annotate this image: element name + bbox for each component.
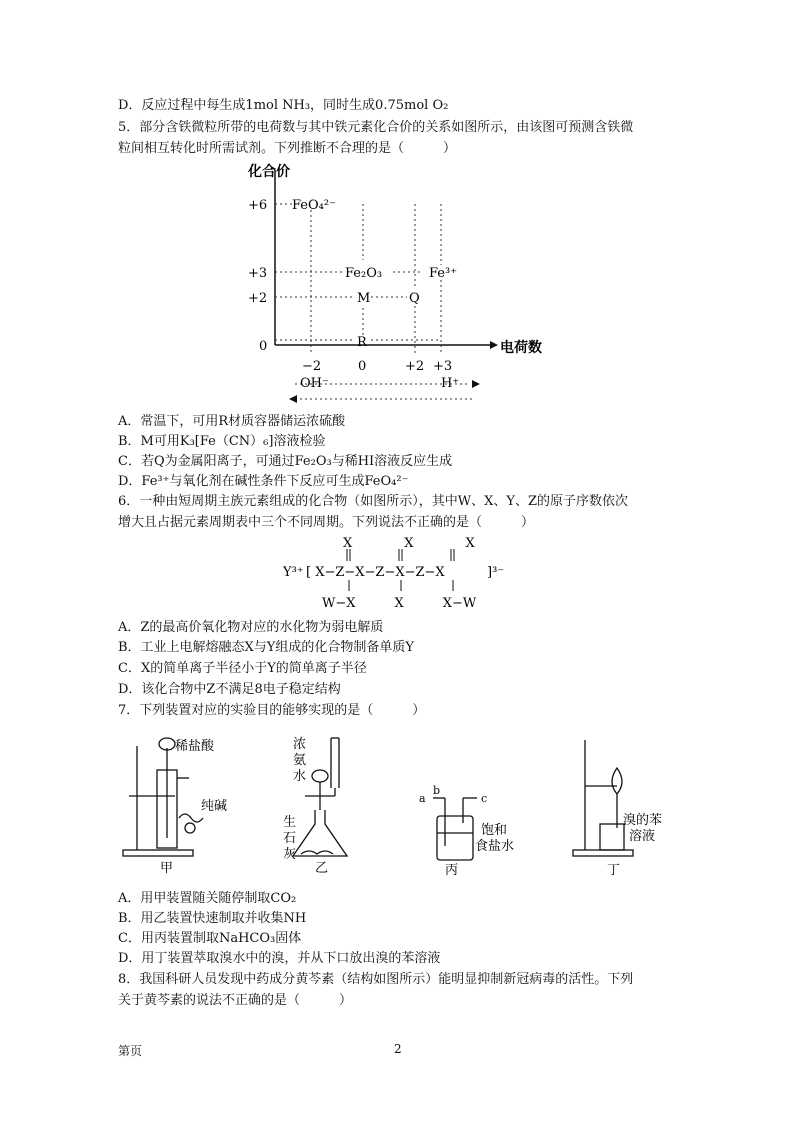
apparatus-figure [115,728,675,878]
option-c-q7: C．用丙装置制取NaHCO₃固体 [118,931,302,946]
structure-bottom-row: W−X X X−W [322,596,477,611]
label-nonganshui-3: 水 [293,769,307,784]
valence-charge-chart [245,160,555,410]
option-b-q6: B．工业上电解熔融态X与Y组成的化合物制备单质Y [118,640,414,655]
page-number: 2 [394,1042,402,1056]
ytick-plus3: +3 [248,266,268,281]
compound-structure [280,533,520,615]
xtick-0: 0 [358,359,367,374]
xtick-minus2: −2 [302,359,322,374]
question-5-line2: 粒间相互转化时所需试剂。下列推断不合理的是（ ） [118,141,457,156]
option-c-q5: C．若Q为金属阳离子，可通过Fe₂O₃与稀HI溶液反应生成 [118,454,453,469]
footer-label: 第页 [118,1044,143,1058]
option-d-q4: D．反应过程中每生成1mol NH₃，同时生成0.75mol O₂ [118,98,449,113]
label-shengshihui-1: 生 [283,815,297,830]
ytick-0: 0 [259,339,268,354]
label-jia: 甲 [160,861,174,876]
label-yi: 乙 [315,861,329,876]
xtick-plus2: +2 [405,359,425,374]
label-xiudeben-1: 溴的苯 [623,813,663,828]
point-r: R [357,335,367,350]
point-fe2o3: Fe₂O₃ [345,266,383,281]
option-a-q7: A．用甲装置随关随停制取CO₂ [118,891,297,906]
question-6-line1: 6．一种由短周期主族元素组成的化合物（如图所示），其中W、X、Y、Z的原子序数依次 [118,494,629,509]
option-d-q7: D．用丁装置萃取溴水中的溴，并从下口放出溴的苯溶液 [118,951,441,966]
chart-xlabel: 电荷数 [500,340,542,356]
option-c-q6: C．X的简单离子半径小于Y的简单离子半径 [118,661,367,676]
label-xiudeben-2: 溶液 [629,829,656,844]
option-d-q5: D．Fe³⁺与氧化剂在碱性条件下反应可生成FeO₄²⁻ [118,474,409,489]
label-xiyansuan: 稀盐酸 [175,739,215,754]
chart-ylabel: 化合价 [248,164,290,180]
label-shengshihui-3: 灰 [283,847,297,862]
option-a-q6: A．Z的最高价氧化物对应的水化物为弱电解质 [118,620,384,635]
label-a: a [419,792,426,805]
option-a-q5: A．常温下，可用R材质容器储运浓硫酸 [118,414,346,429]
question-5-line1: 5．部分含铁微粒所带的电荷数与其中铁元素化合价的关系如图所示，由该图可预测含铁微 [118,120,634,135]
option-d-q6: D．该化合物中Z不满足8电子稳定结构 [118,682,341,697]
point-feo4: FeO₄²⁻ [292,198,336,213]
label-ding: 丁 [607,863,621,878]
point-fe3: Fe³⁺ [429,266,458,281]
xtick-plus3: +3 [433,359,453,374]
label-nonganshui-2: 氨 [293,753,307,768]
question-8-line2: 关于黄芩素的说法不正确的是（ ） [118,993,353,1008]
point-m: M [357,291,371,306]
structure-top-row: X X X [343,536,475,551]
label-bing: 丙 [445,863,459,878]
question-6-line2: 增大且占据元素周期表中三个不同周期。下列说法不正确的是（ ） [118,515,535,530]
option-b-q7: B．用乙装置快速制取并收集NH [118,911,307,926]
label-chunjian: 纯碱 [201,799,228,814]
label-c: c [481,792,488,805]
arrow-label-oh: OH⁻ [300,376,329,391]
structure-main-row: [ X−Z−X−Z−X−Z−X [306,565,445,580]
label-baohe-2: 食盐水 [475,839,515,854]
ytick-plus6: +6 [248,198,268,213]
point-q: Q [409,291,420,306]
structure-charge: ]³⁻ [487,565,505,580]
label-nonganshui-1: 浓 [293,737,307,752]
label-b: b [433,784,441,797]
question-7: 7．下列装置对应的实验目的能够实现的是（ ） [118,703,426,718]
label-baohe-1: 饱和 [481,823,508,838]
label-shengshihui-2: 石 [283,831,297,846]
option-b-q5: B．M可用K₃[Fe（CN）₆]溶液检验 [118,434,326,449]
arrow-label-h: H⁺ [441,376,460,391]
ytick-plus2: +2 [248,291,268,306]
question-8-line1: 8．我国科研人员发现中药成分黄芩素（结构如图所示）能明显抑制新冠病毒的活性。下列 [118,972,634,987]
structure-cation: Y³⁺ [283,565,304,580]
